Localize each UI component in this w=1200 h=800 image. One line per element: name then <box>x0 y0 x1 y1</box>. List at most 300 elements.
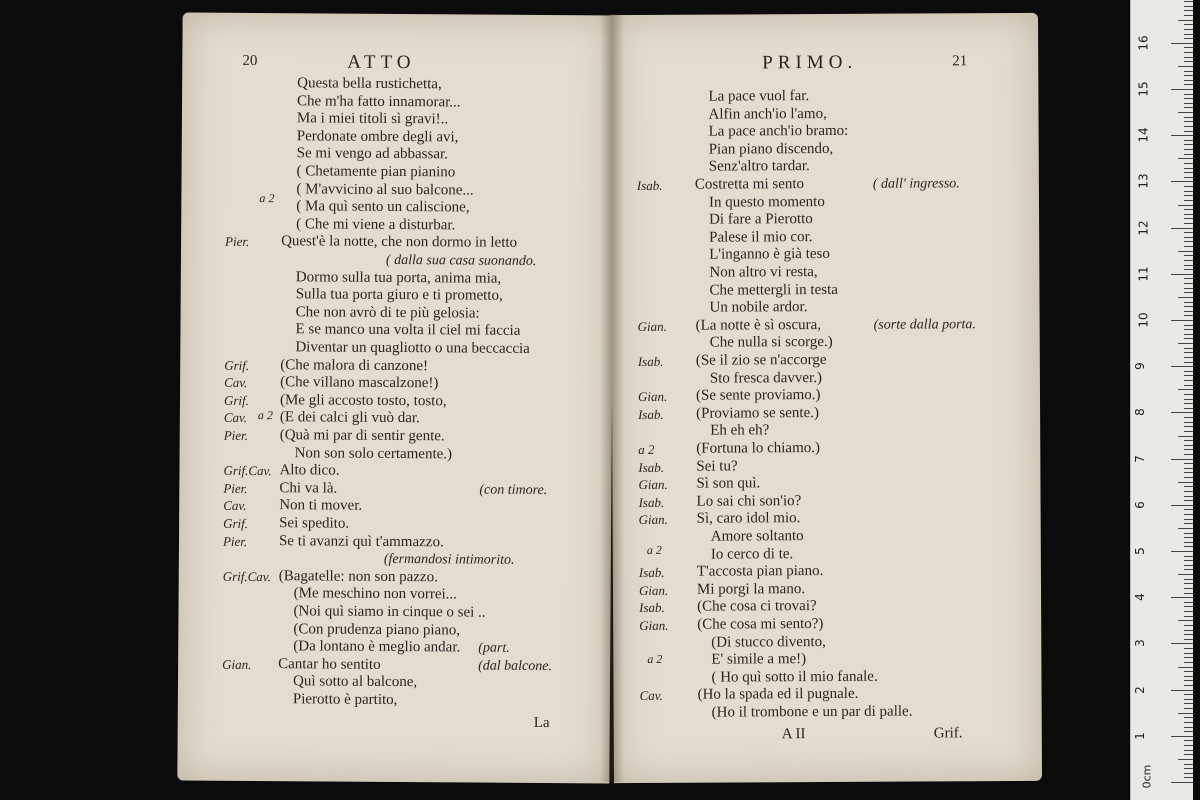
ruler-number: 14 <box>1136 127 1151 143</box>
speaker-label: Cav. <box>224 374 248 391</box>
verse-line: Sì son quì. <box>696 475 761 492</box>
verse-line: (Da lontano è meglio andar. <box>293 638 461 656</box>
ruler-tick <box>1184 486 1193 487</box>
verse-line: Dormo sulla tua porta, anima mia, <box>295 268 502 287</box>
ruler-tick <box>1171 274 1193 275</box>
ruler-tick <box>1184 537 1193 538</box>
ruler-tick <box>1184 565 1193 566</box>
verse-line: Ma i miei titoli sì gravi!.. <box>296 110 449 128</box>
verse-line: (Me gli accosto tosto, tosto, <box>279 391 447 410</box>
ruler-tick <box>1184 394 1193 395</box>
ruler-tick <box>1184 463 1193 464</box>
ruler-tick <box>1171 320 1193 321</box>
ruler-tick <box>1184 380 1193 381</box>
ruler-tick <box>1184 237 1193 238</box>
speaker-label: Grif. <box>223 392 249 408</box>
ruler-tick <box>1178 759 1193 760</box>
ruler-tick <box>1184 195 1193 196</box>
ruler-number: 10 <box>1136 312 1151 328</box>
verse-line: (Che cosa ci trovai? <box>697 598 817 616</box>
verse-line: (Me meschino non vorrei... <box>293 585 457 603</box>
ruler-number: 9 <box>1132 362 1147 371</box>
a-due-mark: a 2 <box>259 191 275 206</box>
ruler-tick <box>1178 528 1193 529</box>
ruler-tick <box>1184 47 1193 48</box>
verse-line: Diventar un quagliotto o una beccaccia <box>295 339 530 357</box>
ruler-tick <box>1184 399 1193 400</box>
verse-line: Sì, caro idol mio. <box>696 510 801 528</box>
speaker-label: Grif.Cav. <box>223 462 272 479</box>
verse-line: (Che cosa mi sento?) <box>697 616 824 633</box>
ruler-tick <box>1178 112 1193 113</box>
ruler-tick <box>1184 426 1193 427</box>
verse-line: Lo sai chi son'io? <box>696 492 802 510</box>
speaker-label: Isab. <box>638 406 664 422</box>
ruler-tick <box>1178 574 1193 575</box>
ruler-tick <box>1184 477 1193 478</box>
ruler-tick <box>1184 126 1193 127</box>
ruler-number: 11 <box>1136 266 1151 282</box>
ruler-tick <box>1184 768 1193 769</box>
open-book <box>180 14 1040 782</box>
verse-line: ( Che mi viene a disturbar. <box>296 216 456 234</box>
verse-line: Se mi vengo ad abbassar. <box>296 145 448 163</box>
ruler-tick <box>1178 713 1193 714</box>
speaker-label: a 2 <box>638 441 655 457</box>
ruler-tick <box>1184 750 1193 751</box>
ruler-tick <box>1184 154 1193 155</box>
verse-line: Che nulla si scorge.) <box>709 334 833 351</box>
ruler-tick <box>1184 519 1193 520</box>
ruler-tick <box>1184 232 1193 233</box>
ruler-tick <box>1184 352 1193 353</box>
ruler-number: 5 <box>1132 547 1147 555</box>
verse-line: (Se sente proviamo.) <box>695 387 821 404</box>
speaker-label: Gian. <box>638 582 669 598</box>
speaker-label: Isab. <box>638 459 665 475</box>
ruler-tick <box>1184 269 1193 270</box>
stage-direction: ( dalla sua casa suonando. <box>385 252 537 269</box>
ruler-tick <box>1184 1 1193 2</box>
verse-line: Senz'altro tardar. <box>708 158 810 176</box>
speaker-label: Cav. <box>223 410 248 426</box>
speaker-label: Gian. <box>637 318 667 334</box>
verse-line: Alfin anch'io l'amo, <box>708 105 827 123</box>
ruler-tick <box>1178 436 1193 437</box>
ruler-tick <box>1171 782 1193 783</box>
ruler-tick <box>1184 200 1193 201</box>
verse-line: Sei spedito. <box>279 515 350 532</box>
ruler-tick <box>1184 325 1193 326</box>
ruler-tick <box>1178 20 1193 21</box>
running-header: PRIMO. <box>762 51 858 74</box>
ruler-tick <box>1178 343 1193 344</box>
left-page <box>177 13 614 784</box>
verse-line: Che mettergli in testa <box>709 281 838 299</box>
verse-line: (La notte è sì oscura, <box>695 316 822 334</box>
ruler-tick <box>1184 57 1193 58</box>
ruler-tick <box>1184 214 1193 215</box>
verse-line: Mi porgi la mano. <box>696 580 806 598</box>
ruler-tick <box>1184 445 1193 446</box>
ruler-tick <box>1184 241 1193 242</box>
verse-line: (Proviamo se sente.) <box>696 404 820 422</box>
speaker-label: Pier. <box>222 533 248 549</box>
verse-line: (Noi quì siamo in cinque o sei .. <box>293 603 486 621</box>
catchword: Grif. <box>933 725 963 742</box>
ruler-tick <box>1184 509 1193 510</box>
ruler-tick <box>1184 38 1193 39</box>
verse-line: T'accosta pian piano. <box>696 563 824 580</box>
ruler-tick <box>1178 389 1193 390</box>
stage-direction: (fermandosi intimorito. <box>383 552 515 569</box>
verse-line: Sei tu? <box>696 458 738 475</box>
verse-line: ( Ma quì sento un caliscione, <box>296 198 470 216</box>
ruler-tick <box>1184 417 1193 418</box>
speaker-label: Isab. <box>637 353 664 369</box>
ruler-unit: 0cm <box>1140 764 1154 789</box>
ruler-tick <box>1184 338 1193 339</box>
running-header: ATTO <box>347 51 416 74</box>
ruler-tick <box>1184 131 1193 132</box>
verse-line: (Bagatelle: non son pazzo. <box>278 567 438 586</box>
speaker-label: Isab. <box>636 177 663 193</box>
speaker-label: Cav. <box>639 688 663 704</box>
verse-line: Non ti mover. <box>279 497 363 515</box>
ruler-tick <box>1184 52 1193 53</box>
ruler-tick <box>1184 375 1193 376</box>
ruler-tick <box>1178 205 1193 206</box>
ruler-tick <box>1184 703 1193 704</box>
ruler-tick <box>1184 311 1193 312</box>
ruler-tick <box>1171 412 1193 413</box>
ruler-number: 7 <box>1132 454 1147 463</box>
verse-line: Sto fresca davver.) <box>709 369 822 387</box>
ruler-tick <box>1171 551 1193 552</box>
ruler-tick <box>1184 602 1193 603</box>
ruler-tick <box>1184 209 1193 210</box>
a-due-mark: a 2 <box>646 542 662 557</box>
ruler-tick <box>1184 218 1193 219</box>
ruler-tick <box>1184 98 1193 99</box>
verse-line: L'inganno è già teso <box>709 246 830 263</box>
ruler-tick <box>1184 606 1193 607</box>
ruler-tick <box>1184 172 1193 173</box>
ruler-tick <box>1184 71 1193 72</box>
ruler-tick <box>1184 140 1193 141</box>
ruler-tick <box>1184 329 1193 330</box>
ruler-tick <box>1184 288 1193 289</box>
ruler-tick <box>1184 449 1193 450</box>
ruler-tick <box>1184 496 1193 497</box>
ruler-number: 1 <box>1132 731 1147 740</box>
ruler-tick <box>1171 597 1193 598</box>
ruler-tick <box>1184 731 1193 732</box>
ruler-tick <box>1184 61 1193 62</box>
verse-line: (Ho la spada ed il pugnale. <box>697 686 859 704</box>
ruler-tick <box>1184 6 1193 7</box>
right-page <box>610 13 1042 783</box>
ruler-tick <box>1184 191 1193 192</box>
page-number: 21 <box>952 53 968 70</box>
ruler-tick <box>1184 708 1193 709</box>
verse-line: E' simile a me!) <box>711 651 807 668</box>
ruler-tick <box>1171 643 1193 644</box>
ruler-tick <box>1178 251 1193 252</box>
speaker-label: Pier. <box>223 427 248 443</box>
speaker-label: Isab. <box>638 494 665 510</box>
catchword: La <box>533 714 550 732</box>
ruler-tick <box>1184 546 1193 547</box>
verse-line: Che non avrò di te più gelosia: <box>295 304 480 322</box>
ruler-number: 13 <box>1136 173 1151 190</box>
ruler-tick <box>1184 722 1193 723</box>
verse-line: (Fortuna lo chiamo.) <box>696 440 821 457</box>
verse-line: Eh eh eh? <box>710 422 770 439</box>
ruler-tick <box>1184 542 1193 543</box>
ruler-number: 8 <box>1132 408 1147 417</box>
ruler-tick <box>1184 583 1193 584</box>
ruler-tick <box>1184 121 1193 122</box>
verse-line: Chi va là. <box>279 479 338 497</box>
stage-direction: ( dall' ingresso. <box>872 176 960 192</box>
ruler-tick <box>1184 24 1193 25</box>
ruler-tick <box>1184 648 1193 649</box>
ruler-tick <box>1184 75 1193 76</box>
ruler-number: 12 <box>1136 219 1151 236</box>
ruler-tick <box>1184 315 1193 316</box>
ruler-tick <box>1184 699 1193 700</box>
ruler-tick <box>1184 625 1193 626</box>
speaker-label: Gian. <box>222 656 252 672</box>
ruler-tick <box>1184 431 1193 432</box>
ruler-tick <box>1184 777 1193 778</box>
speaker-label: Pier. <box>223 480 248 496</box>
ruler-tick <box>1184 727 1193 728</box>
ruler-tick <box>1184 186 1193 187</box>
verse-line: Quì sotto al balcone, <box>292 673 418 691</box>
page-number: 20 <box>242 52 258 70</box>
ruler-tick <box>1184 306 1193 307</box>
verse-line: Se ti avanzi quì t'ammazzo. <box>278 532 444 550</box>
ruler-tick <box>1184 616 1193 617</box>
verse-line: (Che villano mascalzone!) <box>280 374 439 392</box>
ruler-tick <box>1184 579 1193 580</box>
ruler-tick <box>1184 454 1193 455</box>
ruler-tick <box>1184 533 1193 534</box>
ruler-tick <box>1184 357 1193 358</box>
ruler-tick <box>1184 773 1193 774</box>
stage-direction: (dal balcone. <box>478 658 553 674</box>
ruler-tick <box>1184 94 1193 95</box>
ruler-tick <box>1171 228 1193 229</box>
ruler-tick <box>1184 685 1193 686</box>
verse-line: Questa bella rustichetta, <box>297 75 442 93</box>
ruler-tick <box>1184 177 1193 178</box>
ruler-tick <box>1184 144 1193 145</box>
ruler-tick <box>1184 29 1193 30</box>
ruler-tick <box>1184 680 1193 681</box>
ruler-tick <box>1178 482 1193 483</box>
verse-line: Non son solo certamente.) <box>294 444 453 462</box>
ruler-tick <box>1184 371 1193 372</box>
ruler-tick <box>1184 676 1193 677</box>
ruler-tick <box>1184 662 1193 663</box>
stage-direction: (sorte dalla porta. <box>873 317 976 333</box>
verse-line: (Se il zio se n'accorge <box>695 351 827 369</box>
speaker-label: Grif. <box>223 515 249 531</box>
speaker-label: Gian. <box>638 512 668 528</box>
verse-line: (Ho il trombone e un par di palle. <box>711 703 913 721</box>
verse-line: Io cerco di te. <box>710 545 794 563</box>
verse-line: Di fare a Pierotto <box>709 211 813 228</box>
ruler-tick <box>1184 472 1193 473</box>
ruler-tick <box>1184 653 1193 654</box>
ruler-number: 15 <box>1136 81 1151 97</box>
verse-line: Amore soltanto <box>710 528 804 545</box>
ruler-tick <box>1184 260 1193 261</box>
measurement-ruler <box>1130 0 1193 800</box>
ruler-tick <box>1184 634 1193 635</box>
ruler-tick <box>1184 302 1193 303</box>
book-gutter <box>600 14 624 782</box>
verse-line: (Di stucco divento, <box>711 633 826 651</box>
verse-line: Costretta mi sento <box>694 176 805 193</box>
verse-line: E se manco una volta il ciel mi faccia <box>295 321 521 340</box>
ruler-tick <box>1184 80 1193 81</box>
ruler-tick <box>1184 630 1193 631</box>
ruler-number: 6 <box>1132 500 1147 509</box>
ruler-tick <box>1171 736 1193 737</box>
stage-direction: (part. <box>478 640 510 656</box>
ruler-tick <box>1178 158 1193 159</box>
verse-line: ( Ho quì sotto il mio fanale. <box>711 668 878 686</box>
ruler-tick <box>1171 89 1193 90</box>
ruler-tick <box>1184 168 1193 169</box>
ruler-tick <box>1184 163 1193 164</box>
ruler-tick <box>1184 278 1193 279</box>
ruler-tick <box>1184 657 1193 658</box>
speaker-label: Pier. <box>225 234 250 250</box>
ruler-tick <box>1184 408 1193 409</box>
ruler-tick <box>1184 745 1193 746</box>
ruler-tick <box>1184 34 1193 35</box>
verse-line: ( Chetamente pian pianino <box>296 163 456 181</box>
ruler-tick <box>1184 385 1193 386</box>
ruler-tick <box>1178 667 1193 668</box>
verse-line: La pace anch'io bramo: <box>708 123 849 140</box>
verse-line: Palese il mio cor. <box>709 228 813 246</box>
ruler-tick <box>1184 754 1193 755</box>
ruler-tick <box>1171 505 1193 506</box>
speaker-label: Gian. <box>638 477 668 493</box>
verse-line: Perdonate ombre degli avi, <box>296 128 459 146</box>
verse-line: Non altro vi resta, <box>709 264 818 281</box>
speaker-label: Cav. <box>223 498 247 514</box>
ruler-tick <box>1184 523 1193 524</box>
ruler-tick <box>1184 334 1193 335</box>
ruler-tick <box>1184 694 1193 695</box>
ruler-tick <box>1184 500 1193 501</box>
signature-mark: A II <box>781 726 806 743</box>
ruler-tick <box>1171 135 1193 136</box>
ruler-tick <box>1184 491 1193 492</box>
verse-line: (Con prudenza piano piano, <box>293 620 461 639</box>
ruler-tick <box>1184 292 1193 293</box>
stage-direction: (con timore. <box>479 482 548 498</box>
verse-line: (Quà mi par di sentir gente. <box>279 427 445 445</box>
ruler-tick <box>1184 560 1193 561</box>
ruler-tick <box>1184 556 1193 557</box>
verse-line: Cantar ho sentito <box>278 655 381 673</box>
ruler-tick <box>1178 620 1193 621</box>
speaker-label: Grif. <box>224 357 250 373</box>
ruler-tick <box>1184 117 1193 118</box>
ruler-tick <box>1171 43 1193 44</box>
ruler-tick <box>1184 348 1193 349</box>
ruler-tick <box>1184 223 1193 224</box>
verse-line: (E dei calci gli vuò dar. <box>279 409 420 427</box>
ruler-tick <box>1184 569 1193 570</box>
verse-line: Pierotto è partito, <box>292 691 398 709</box>
ruler-tick <box>1171 690 1193 691</box>
ruler-tick <box>1184 639 1193 640</box>
verse-line: ( M'avvicino al suo balcone... <box>296 180 474 199</box>
ruler-tick <box>1184 514 1193 515</box>
ruler-number: 16 <box>1136 35 1151 51</box>
ruler-number: 3 <box>1132 639 1147 648</box>
speaker-label: Grif.Cav. <box>222 568 271 584</box>
ruler-tick <box>1184 588 1193 589</box>
ruler-number: 4 <box>1132 593 1147 602</box>
ruler-tick <box>1184 255 1193 256</box>
ruler-tick <box>1178 66 1193 67</box>
ruler-tick <box>1184 246 1193 247</box>
ruler-tick <box>1184 283 1193 284</box>
ruler-tick <box>1184 593 1193 594</box>
ruler-tick <box>1184 403 1193 404</box>
ruler-tick <box>1184 15 1193 16</box>
ruler-tick <box>1184 440 1193 441</box>
ruler-tick <box>1184 611 1193 612</box>
ruler-tick <box>1184 10 1193 11</box>
verse-line: In questo momento <box>708 193 825 211</box>
verse-line: (Che malora di canzone! <box>280 356 429 374</box>
speaker-label: Isab. <box>639 600 665 616</box>
verse-line: Quest'è la notte, che non dormo in letto <box>281 233 518 252</box>
verse-line: Alto dico. <box>279 462 340 479</box>
ruler-tick <box>1184 671 1193 672</box>
ruler-tick <box>1171 181 1193 182</box>
ruler-tick <box>1184 103 1193 104</box>
verse-line: Che m'ha fatto innamorar... <box>297 92 461 111</box>
ruler-tick <box>1184 422 1193 423</box>
a-due-mark: a 2 <box>647 651 663 666</box>
ruler-tick <box>1171 459 1193 460</box>
ruler-tick <box>1184 740 1193 741</box>
ruler-tick <box>1184 107 1193 108</box>
speaker-label: Isab. <box>638 565 665 581</box>
verse-line: La pace vuol far. <box>708 88 810 105</box>
ruler-tick <box>1184 84 1193 85</box>
ruler-tick <box>1184 265 1193 266</box>
ruler-tick <box>1184 362 1193 363</box>
verse-line: Sulla tua porta giuro e ti prometto, <box>295 286 503 304</box>
ruler-tick <box>1184 717 1193 718</box>
ruler-tick <box>1178 297 1193 298</box>
verse-line: Pian piano discendo, <box>708 140 834 158</box>
ruler-number: 2 <box>1132 685 1147 694</box>
